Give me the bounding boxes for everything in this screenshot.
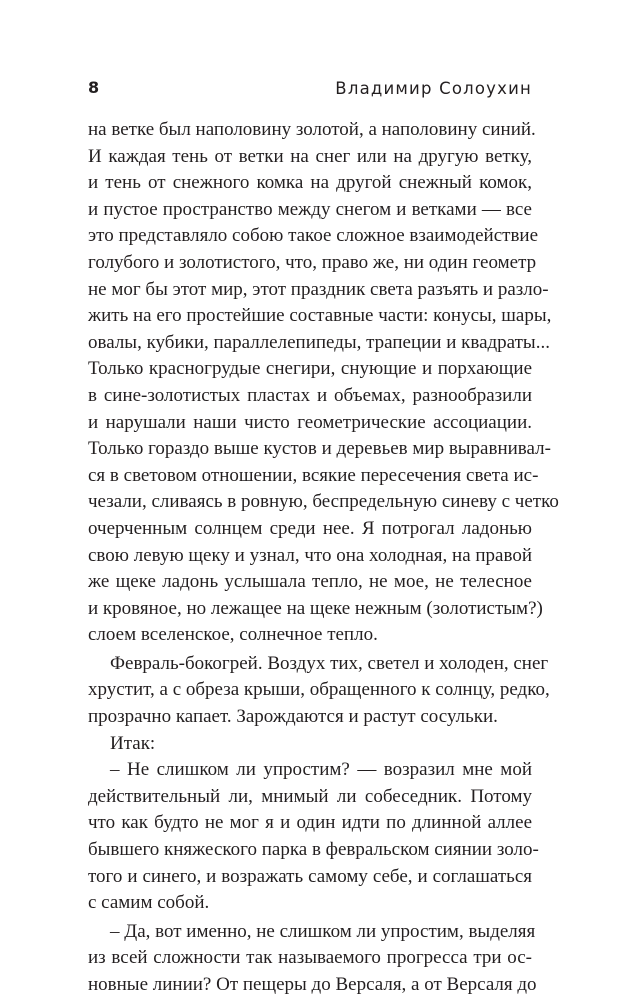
text-line: не мог бы этот мир, этот праздник света разъять и разло-: [88, 278, 549, 300]
text-line: на ветке был наполовину золотой, а наполовину синий.: [88, 119, 536, 140]
text-line: – Не слишком ли упростим? — возразил мне мой: [110, 759, 532, 781]
text-line: свою левую щеку и узнал, что она холодная, на правой: [88, 544, 532, 566]
text-line: хрустит, а с обреза крыши, обращенного к солнцу, редко,: [88, 679, 550, 701]
text-line: слоем вселенское, солнечное тепло.: [88, 624, 378, 646]
text-line: бывшего княжеского парка в февральском сиянии золо-: [88, 839, 539, 861]
text-line: новные линии? От пещеры до Версаля, а от Версаля до: [88, 974, 537, 995]
text-line: и тень от снежного комка на другой снежный комок,: [88, 172, 532, 194]
text-line: Февраль-бокогрей. Воздух тих, светел и холоден, снег: [110, 652, 549, 674]
text-line: Итак:: [110, 732, 156, 754]
text-line: чезали, сливаясь в ровную, беспредельную синеву с четко: [88, 491, 559, 513]
text-line: Только красногрудые снегири, снующие и порхающие: [88, 358, 532, 380]
text-line: и пустое пространство между снегом и ветками — все: [88, 198, 532, 220]
text-line: – Да, вот именно, не слишком ли упростим, выделяя: [110, 920, 536, 942]
text-line: же щеке ладонь услышала тепло, не мое, не телесное: [88, 571, 532, 593]
running-head-author: Владимир Солоухин: [335, 79, 532, 98]
text-line: И каждая тень от ветки на снег или на другую ветку,: [88, 145, 532, 167]
text-line: с самим собой.: [88, 892, 210, 914]
text-line: что как будто не мог я и один идти по длинной аллее: [88, 812, 532, 834]
text-line: и нарушали наши чисто геометрические ассоциации.: [88, 411, 532, 433]
text-line: в сине-золотистых пластах и объемах, разнообразили: [88, 384, 532, 406]
page-number: 8: [88, 78, 100, 97]
text-line: и кровяное, но лежащее на щеке нежным (золотистым?): [88, 597, 543, 619]
text-line: прозрачно капает. Зарождаются и растут сосульки.: [88, 706, 498, 728]
text-line: голубого и золотистого, что, право же, ни один геометр: [88, 251, 537, 273]
text-line: очерченным солнцем среди нее. Я потрогал ладонью: [88, 517, 532, 539]
text-line: Только гораздо выше кустов и деревьев мир выравнивал-: [88, 438, 551, 460]
text-line: того и синего, и возражать самому себе, и соглашаться: [88, 865, 532, 887]
text-line: овалы, кубики, параллелепипеды, трапеции и квадраты...: [88, 331, 550, 353]
text-line: это представляло собою такое сложное взаимодействие: [88, 225, 539, 247]
text-line: действительный ли, мнимый ли собеседник. Потому: [88, 785, 532, 807]
text-line: жить на его простейшие составные части: конусы, шары,: [88, 305, 552, 327]
text-line: ся в световом отношении, всякие пересечения света ис-: [88, 464, 539, 486]
text-line: из всей сложности так называемого прогресса три ос-: [88, 947, 532, 969]
body-text: [88, 117, 559, 999]
